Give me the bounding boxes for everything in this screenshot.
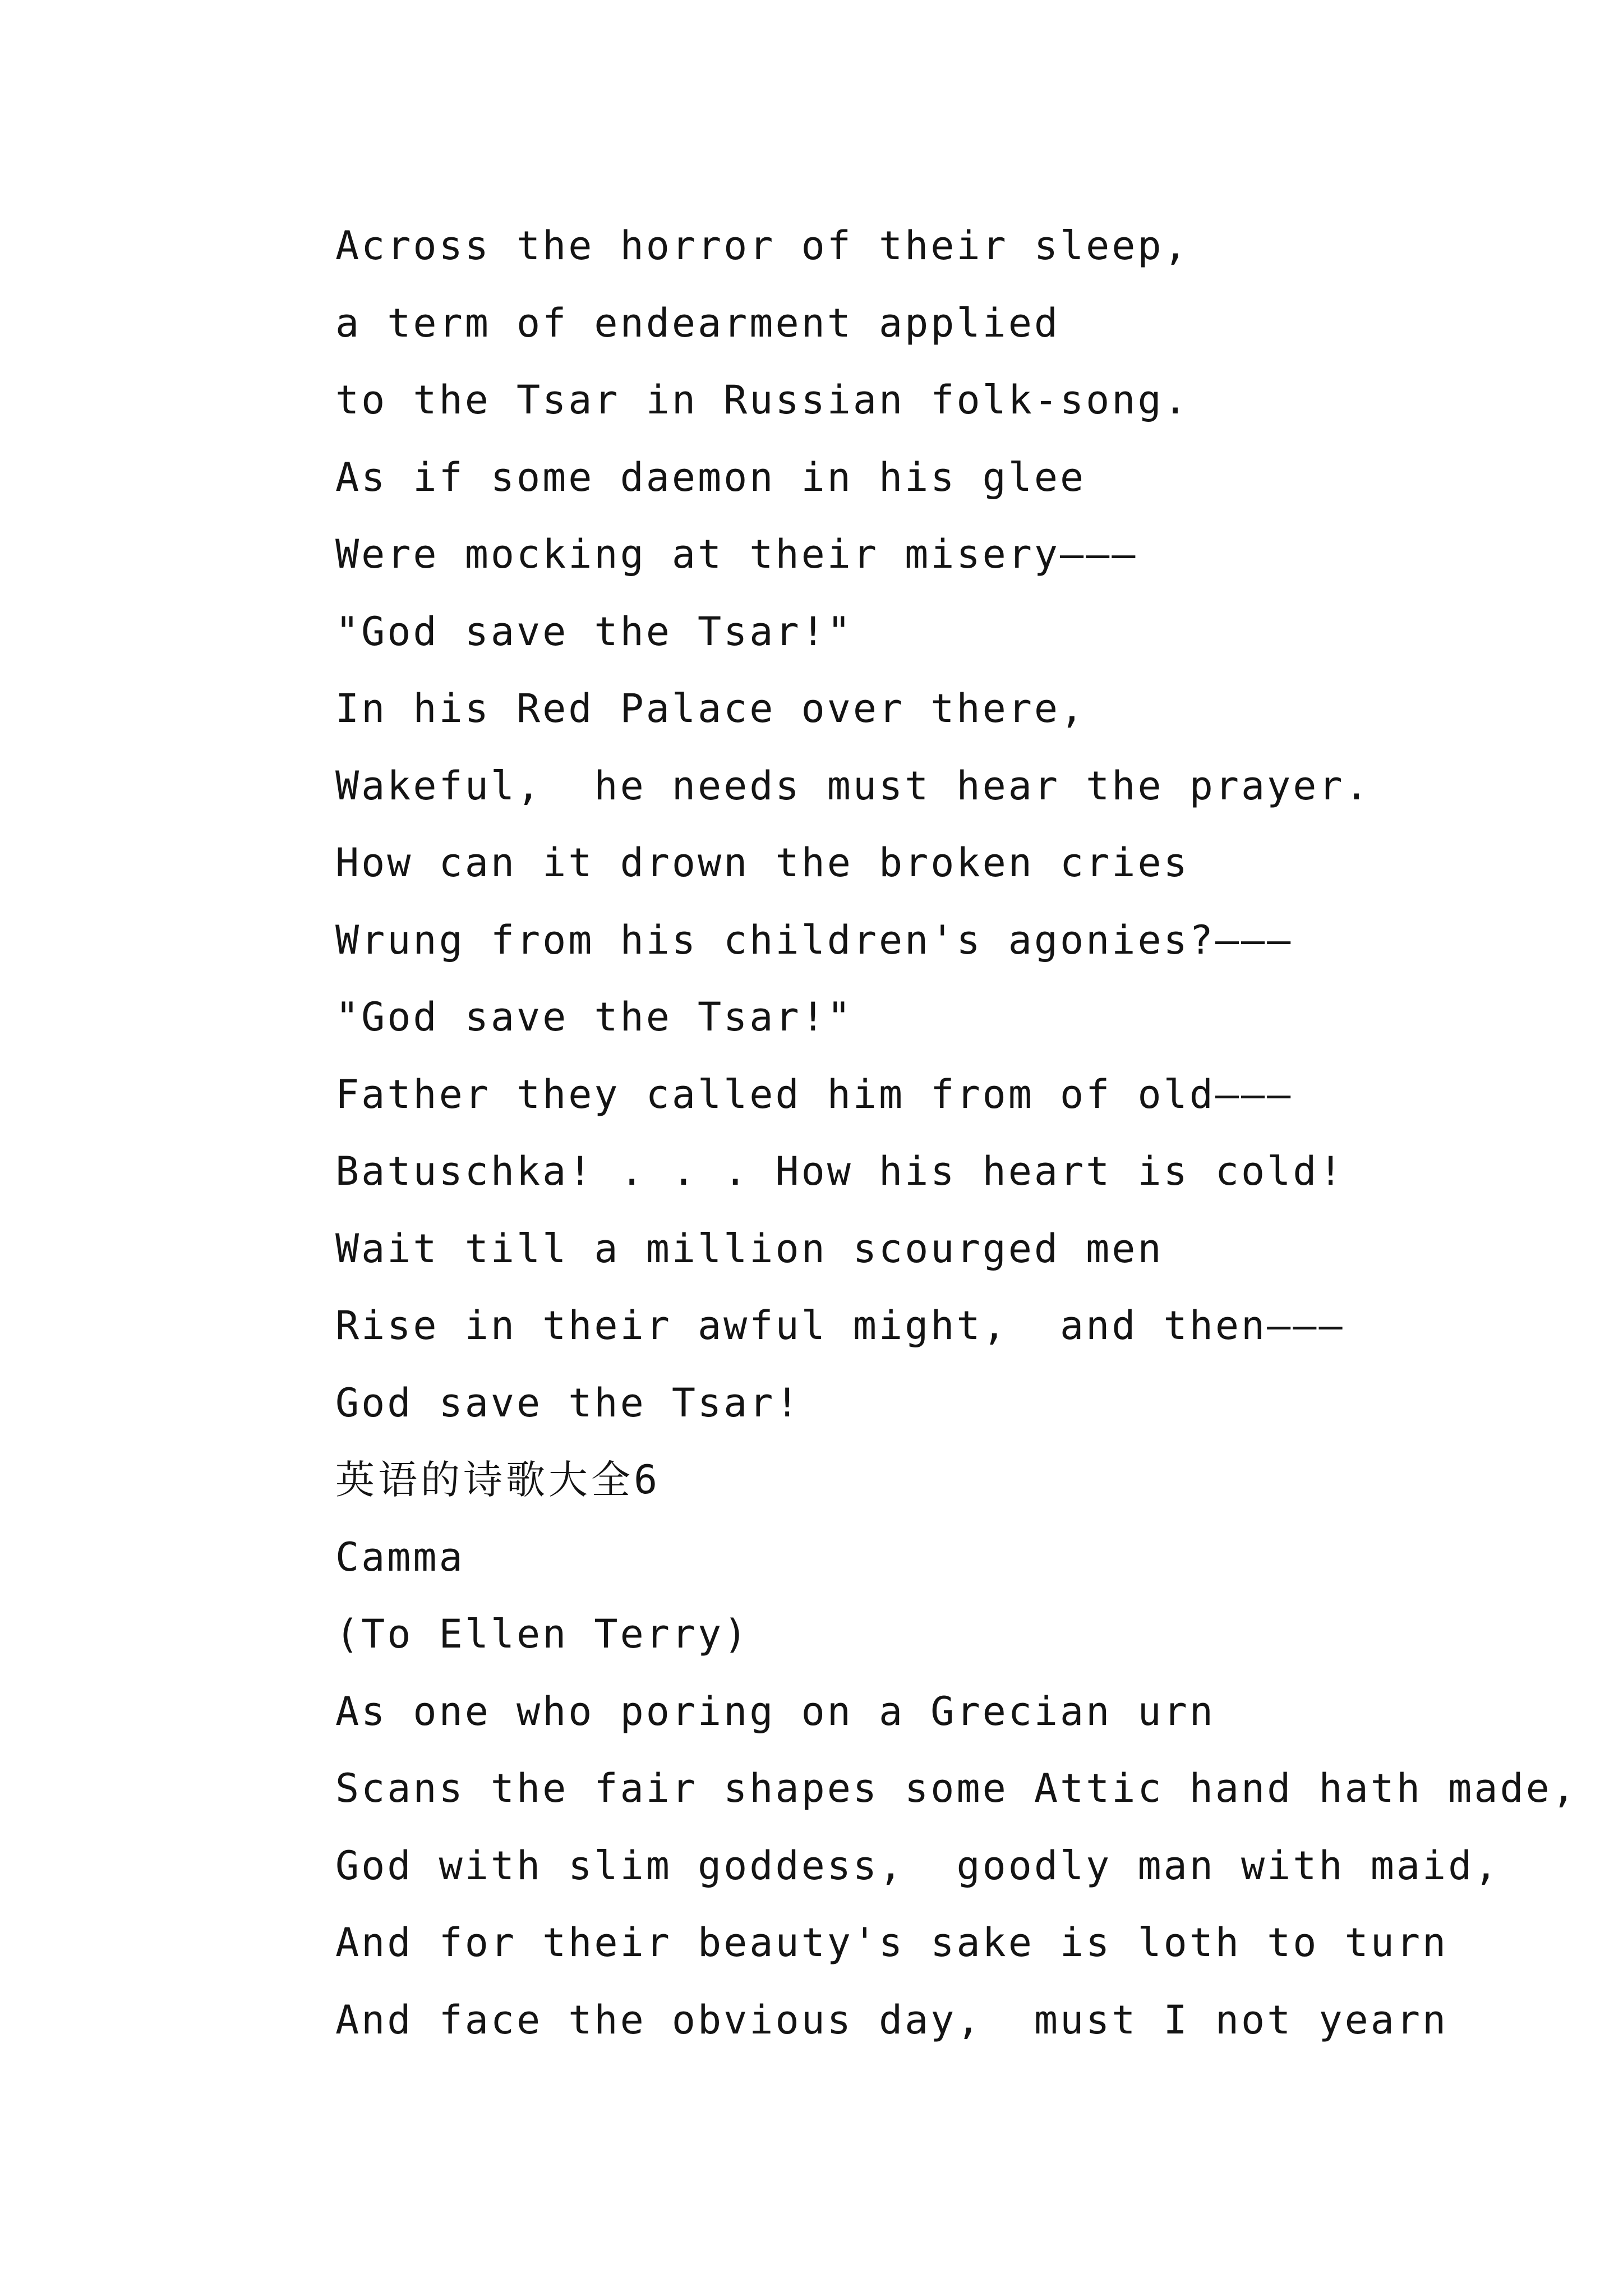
poem-line: Rise in their awful might, and then——— bbox=[335, 1303, 1345, 1349]
poem-line: "God save the Tsar!" bbox=[335, 994, 853, 1040]
poem-line: And face the obvious day, must I not yearn bbox=[335, 1996, 1449, 2043]
poem-line: As one who poring on a Grecian urn bbox=[335, 1688, 1215, 1734]
poem-line: God save the Tsar! bbox=[335, 1379, 801, 1426]
poem-line: Scans the fair shapes some Attic hand hath made, bbox=[335, 1765, 1578, 1811]
poem-line: Across the horror of their sleep, bbox=[335, 223, 1189, 269]
poem-dedication: (To Ellen Terry) bbox=[335, 1611, 750, 1657]
poem-line: And for their beauty's sake is loth to turn bbox=[335, 1920, 1449, 1966]
poem-line: Wait till a million scourged men bbox=[335, 1225, 1164, 1272]
poem-line: Father they called him from of old——— bbox=[335, 1071, 1293, 1117]
section-heading: 英语的诗歌大全6 bbox=[335, 1457, 661, 1503]
poem-line: God with slim goddess, goodly man with maid, bbox=[335, 1842, 1500, 1889]
poem-line: How can it drown the broken cries bbox=[335, 840, 1189, 886]
poem-line: to the Tsar in Russian folk-song. bbox=[335, 377, 1189, 423]
poem-line: Batuschka! . . . How his heart is cold! bbox=[335, 1148, 1345, 1194]
poem-text-block bbox=[335, 214, 1578, 2065]
poem-line: "God save the Tsar!" bbox=[335, 608, 853, 655]
poem-line: Wrung from his children's agonies?——— bbox=[335, 917, 1293, 963]
poem-line: In his Red Palace over there, bbox=[335, 685, 1086, 731]
poem-line: a term of endearment applied bbox=[335, 300, 1061, 346]
poem-title: Camma bbox=[335, 1534, 465, 1580]
poem-line: Were mocking at their misery——— bbox=[335, 531, 1138, 577]
poem-line: As if some daemon in his glee bbox=[335, 454, 1086, 500]
poem-line: Wakeful, he needs must hear the prayer. bbox=[335, 762, 1371, 809]
